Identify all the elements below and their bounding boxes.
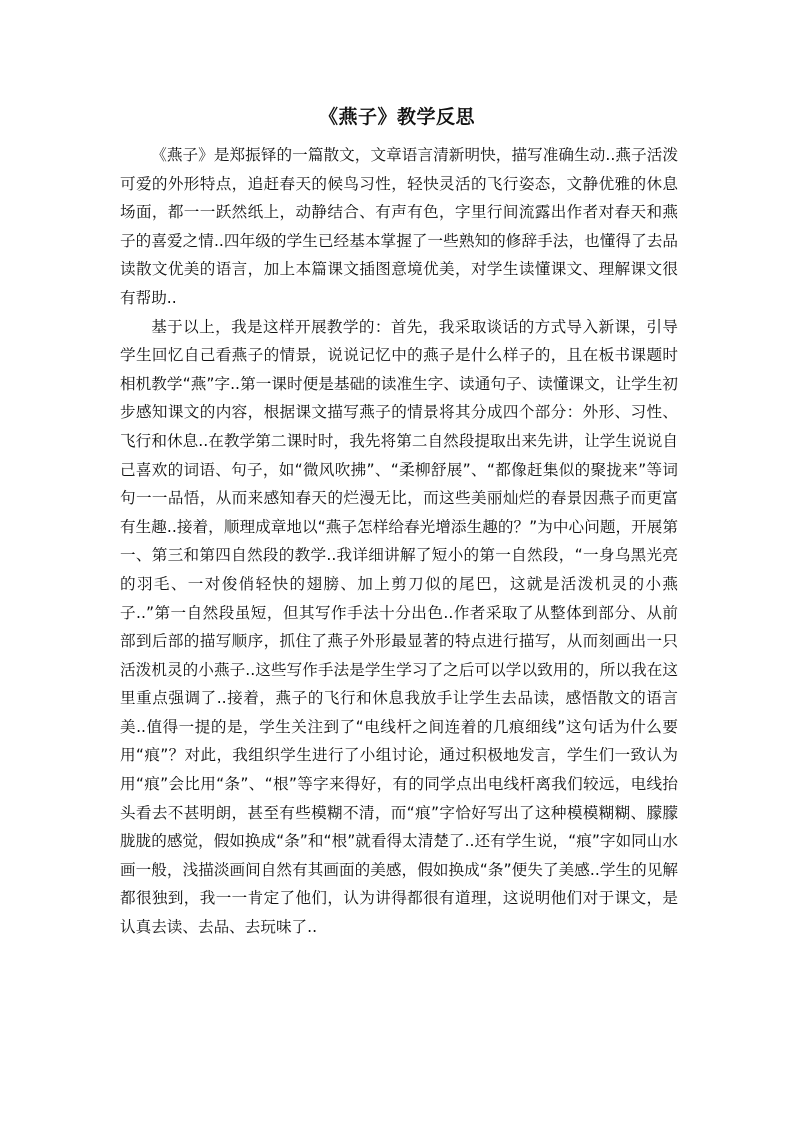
document-body <box>120 141 678 942</box>
document-title: 《燕子》教学反思 <box>318 106 475 128</box>
paragraph-teaching-process: 基于以上，我是这样开展教学的：首先，我采取谈话的方式导入新课，引导学生回忆自己看燕子的情景，说说记忆中的燕子是什么样子的，且在板书课题时相机教学“燕”字..第一课时便是基础的读准生字、读通句子、读懂课文，让学生初步感知课文的内容，根据课文描写燕子的情景将其分成四个部分：外形、习性、飞行和休息..在教学第二课时时，我先将第二自然段提取出来先讲，让学生说说自己喜欢的词语、句子，如“微风吹拂”、“柔柳舒展”、“都像赶集似的聚拢来”等词句一一品悟，从而来感知春天的烂漫无比，而这些美丽灿烂的春景因燕子而更富有生趣..接着，顺理成章地以“燕子怎样给春光增添生趣的？”为中心问题，开展第一、第三和第四自然段的教学..我详细讲解了短小的第一自然段，“一身乌黑光亮的羽毛、一对俊俏轻快的翅膀、加上剪刀似的尾巴，这就是活泼机灵的小燕子..”第一自然段虽短，但其写作手法十分出色..作者采取了从整体到部分、从前部到后部的描写顺序，抓住了燕子外形最显著的特点进行描写，从而刻画出一只活泼机灵的小燕子..这些写作手法是学生学习了之后可以学以致用的，所以我在这里重点强调了..接着，燕子的飞行和休息我放手让学生去品读，感悟散文的语言美..值得一提的是，学生关注到了“电线杆之间连着的几痕细线”这句话为什么要用“痕”？对此，我组织学生进行了小组讨论，通过积极地发言，学生们一致认为用“痕”会比用“条”、“根”等字来得好，有的同学点出电线杆离我们较远，电线抬头看去不甚明朗，甚至有些模糊不清，而“痕”字恰好写出了这种模模糊糊、朦朦胧胧的感觉，假如换成“条”和“根”就看得太清楚了..还有学生说，“痕”字如同山水画一般，浅描淡画间自然有其画面的美感，假如换成“条”便失了美感..学生的见解都很独到，我一一肯定了他们，认为讲得都很有道理，这说明他们对于课文，是认真去读、去品、去玩味了.. <box>120 317 678 937</box>
paragraph-intro: 《燕子》是郑振铎的一篇散文，文章语言清新明快，描写准确生动..燕子活泼可爱的外形特点，追赶春天的候鸟习性，轻快灵活的飞行姿态，文静优雅的休息场面，都一一跃然纸上，动静结合、有声有色，字里行间流露出作者对春天和燕子的喜爱之情..四年级的学生已经基本掌握了一些熟知的修辞手法，也懂得了去品读散文优美的语言，加上本篇课文插图意境优美，对学生读懂课文、理解课文很有帮助.. <box>120 146 678 307</box>
